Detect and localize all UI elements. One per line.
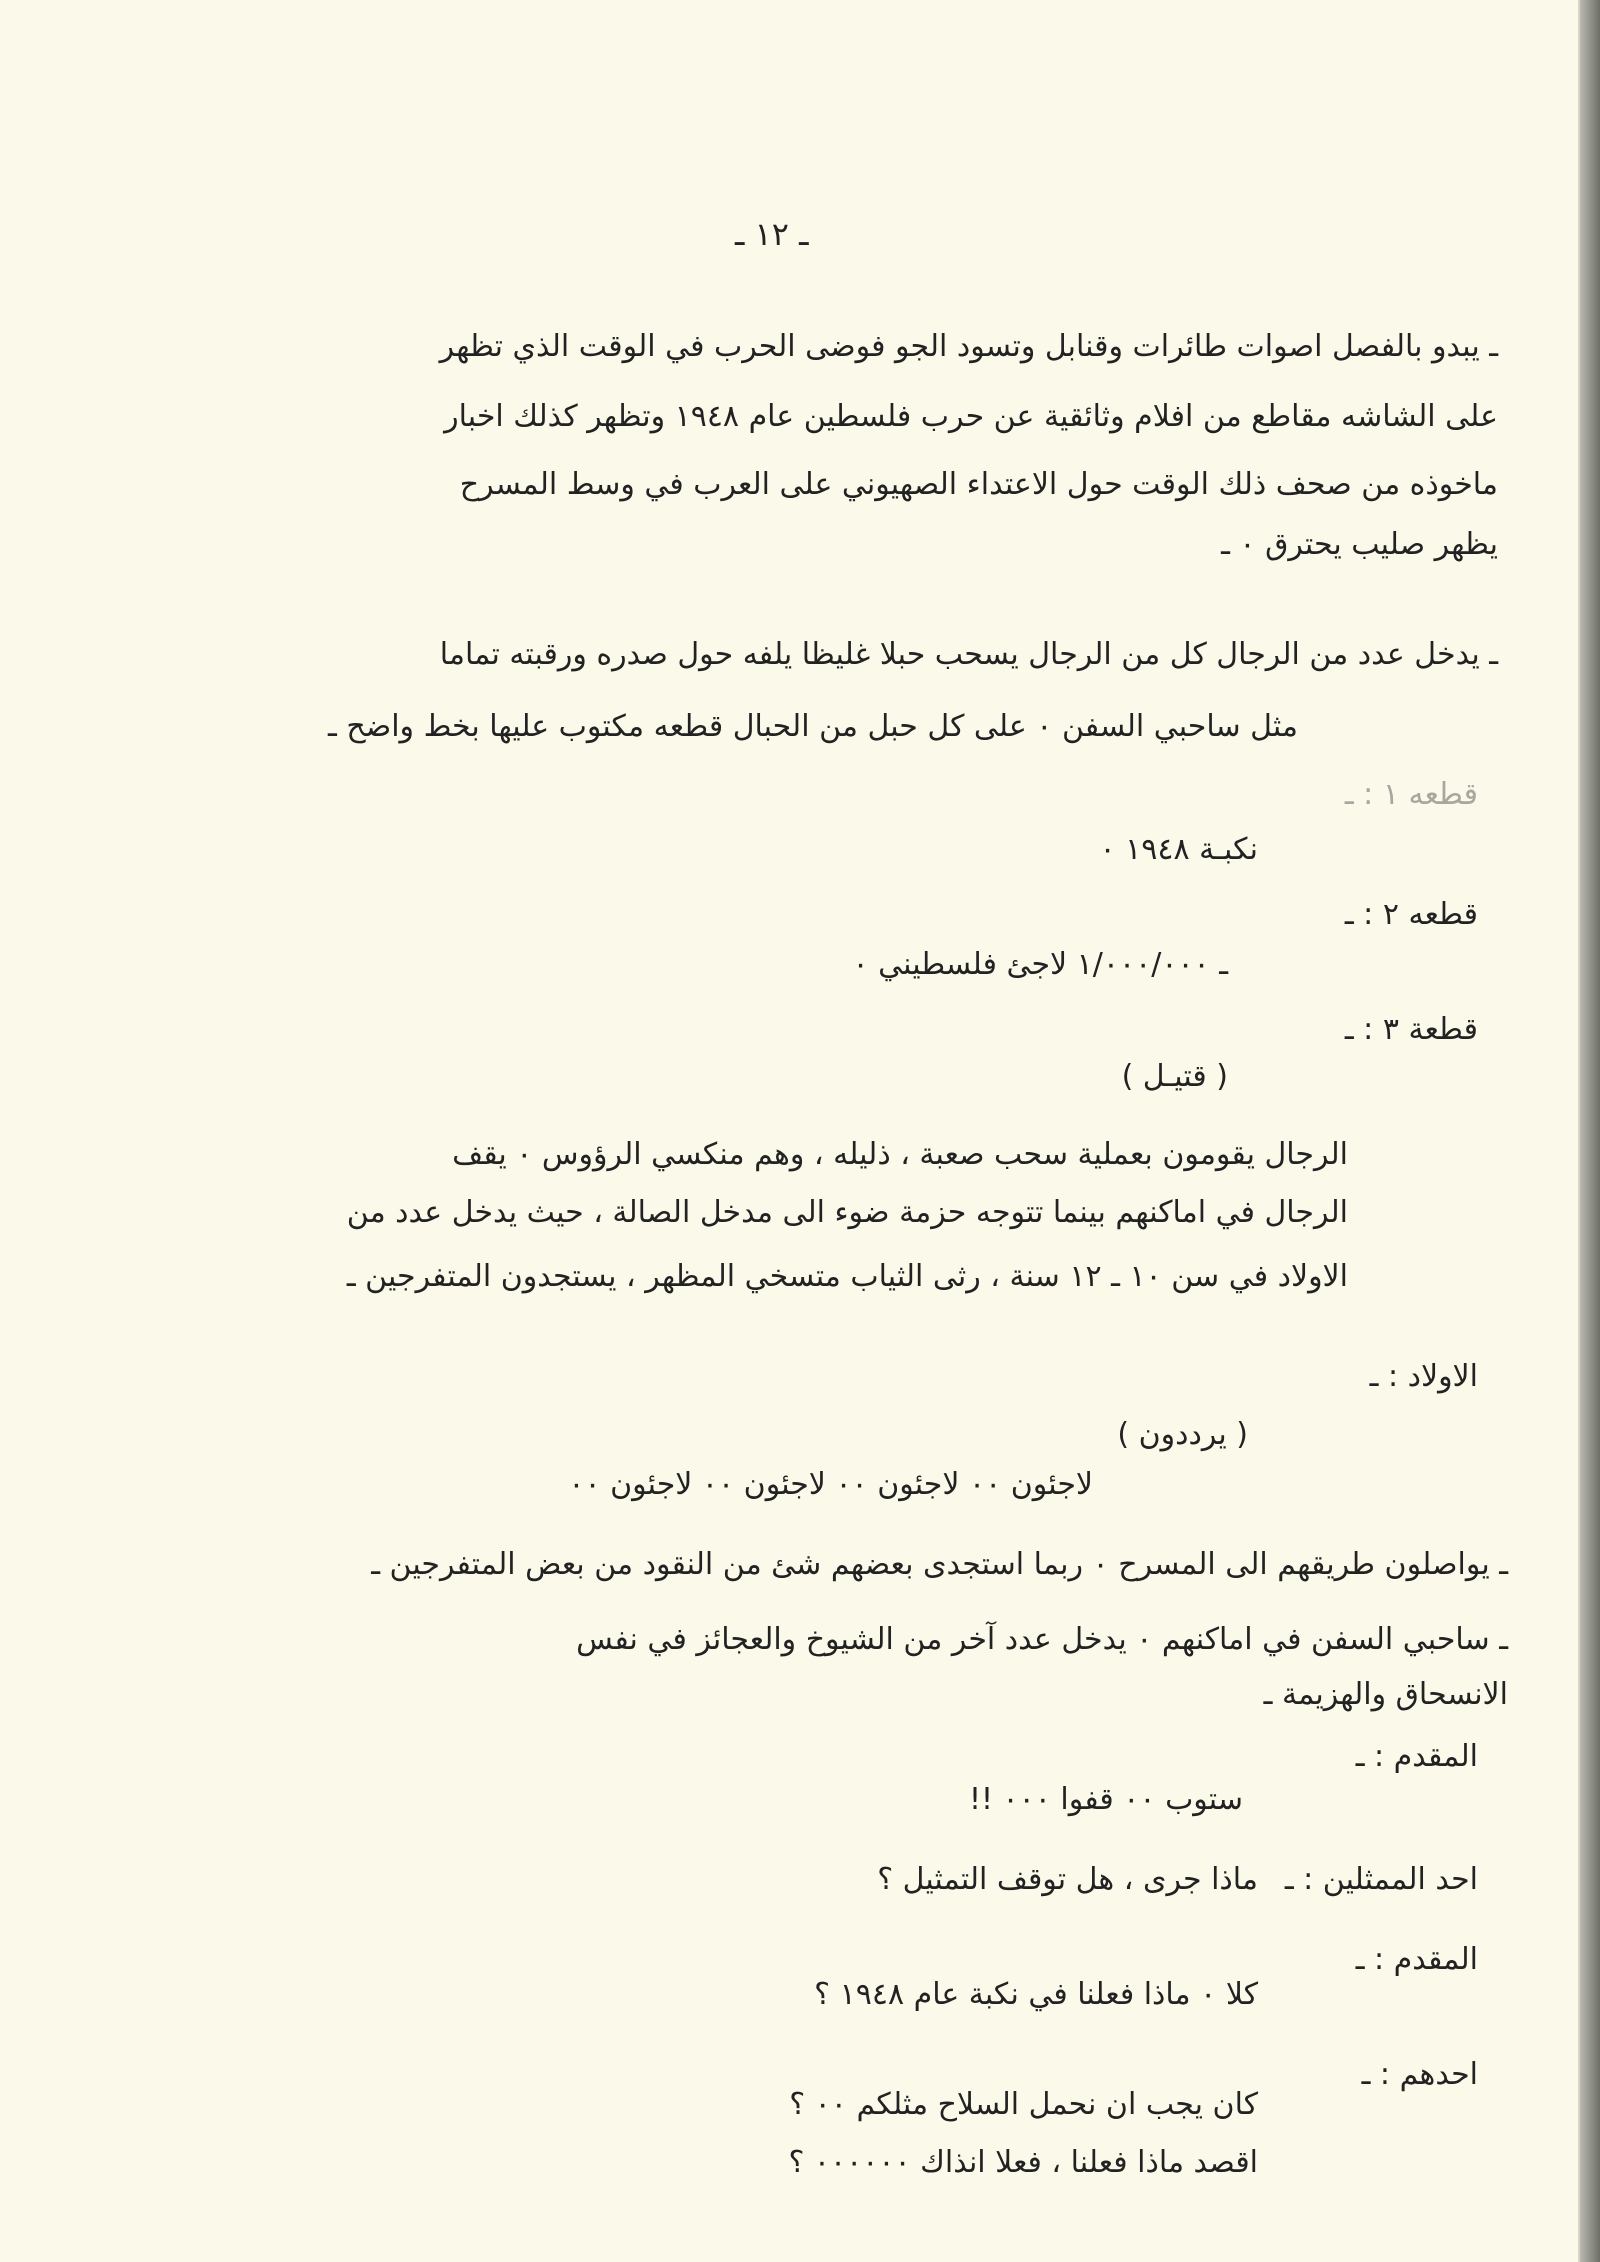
speaker-label: المقدم : ـ — [1355, 1739, 1478, 1774]
piece-label: قطعه ١ : ـ — [1344, 777, 1478, 812]
piece-text: ـ ١/٠٠٠/٠٠٠ لاجئ فلسطيني ٠ — [852, 947, 1228, 982]
speaker-line: ستوب ٠٠ قفوا ٠٠٠ !! — [968, 1782, 1243, 1817]
piece-text: نكبـة ١٩٤٨ ٠ — [1099, 832, 1258, 867]
speaker-line: لاجئون ٠٠ لاجئون ٠٠ لاجئون ٠٠ لاجئون ٠٠ — [568, 1467, 1093, 1502]
stage-direction-line: ماخوذه من صحف ذلك الوقت حول الاعتداء الصهيوني على العرب في وسط المسرح — [459, 467, 1498, 502]
piece-text: ( قتيـل ) — [1121, 1059, 1228, 1094]
speaker-line: ماذا جرى ، هل توقف التمثيل ؟ — [877, 1862, 1258, 1897]
piece-label: قطعه ٢ : ـ — [1344, 897, 1478, 932]
stage-direction-line: الاولاد في سن ١٠ ـ ١٢ سنة ، رثى الثياب متسخي المظهر ، يستجدون المتفرجين ـ — [346, 1259, 1348, 1294]
stage-direction-line: على الشاشه مقاطع من افلام وثائقية عن حرب فلسطين عام ١٩٤٨ وتظهر كذلك اخبار — [444, 399, 1498, 434]
speaker-label: الاولاد : ـ — [1369, 1359, 1478, 1394]
speaker-label: احدهم : ـ — [1361, 2057, 1478, 2092]
page-edge-shadow — [1580, 0, 1600, 2262]
speaker-line: اقصد ماذا فعلنا ، فعلا انذاك ٠٠٠٠٠٠ ؟ — [788, 2145, 1258, 2180]
stage-direction-line: ـ ساحبي السفن في اماكنهم ٠ يدخل عدد آخر من الشيوخ والعجائز في نفس — [576, 1622, 1508, 1657]
stage-direction-line: ـ يبدو بالفصل اصوات طائرات وقنابل وتسود الجو فوضى الحرب في الوقت الذي تظهر — [439, 329, 1498, 364]
stage-direction-line: الانسحاق والهزيمة ـ — [1263, 1677, 1508, 1712]
speaker-label: المقدم : ـ — [1355, 1942, 1478, 1977]
stage-direction-line: الرجال في اماكنهم بينما تتوجه حزمة ضوء الى مدخل الصالة ، حيث يدخل عدد من — [346, 1195, 1348, 1230]
stage-direction-line: يظهر صليب يحترق ٠ ـ — [1221, 527, 1498, 562]
stage-direction-line: ـ يواصلون طريقهم الى المسرح ٠ ربما استجدى بعضهم شئ من النقود من بعض المتفرجين ـ — [371, 1547, 1508, 1582]
stage-direction-line: مثل ساحبي السفن ٠ على كل حبل من الحبال قطعه مكتوب عليها بخط واضح ـ — [328, 709, 1298, 744]
speaker-line: كان يجب ان نحمل السلاح مثلكم ٠٠ ؟ — [789, 2087, 1258, 2122]
stage-direction-line: الرجال يقومون بعملية سحب صعبة ، ذليله ، وهم منكسي الرؤوس ٠ يقف — [452, 1137, 1348, 1172]
stage-direction-line: ـ يدخل عدد من الرجال كل من الرجال يسحب حبلا غليظا يلفه حول صدره ورقبته تماما — [439, 637, 1498, 672]
speaker-line: كلا ٠ ماذا فعلنا في نكبة عام ١٩٤٨ ؟ — [814, 1977, 1258, 2012]
speaker-direction: ( يرددون ) — [1117, 1417, 1248, 1452]
piece-label: قطعة ٣ : ـ — [1344, 1012, 1478, 1047]
page-number: ـ ١٢ ـ — [735, 215, 809, 253]
speaker-label: احد الممثلين : ـ — [1284, 1862, 1478, 1897]
